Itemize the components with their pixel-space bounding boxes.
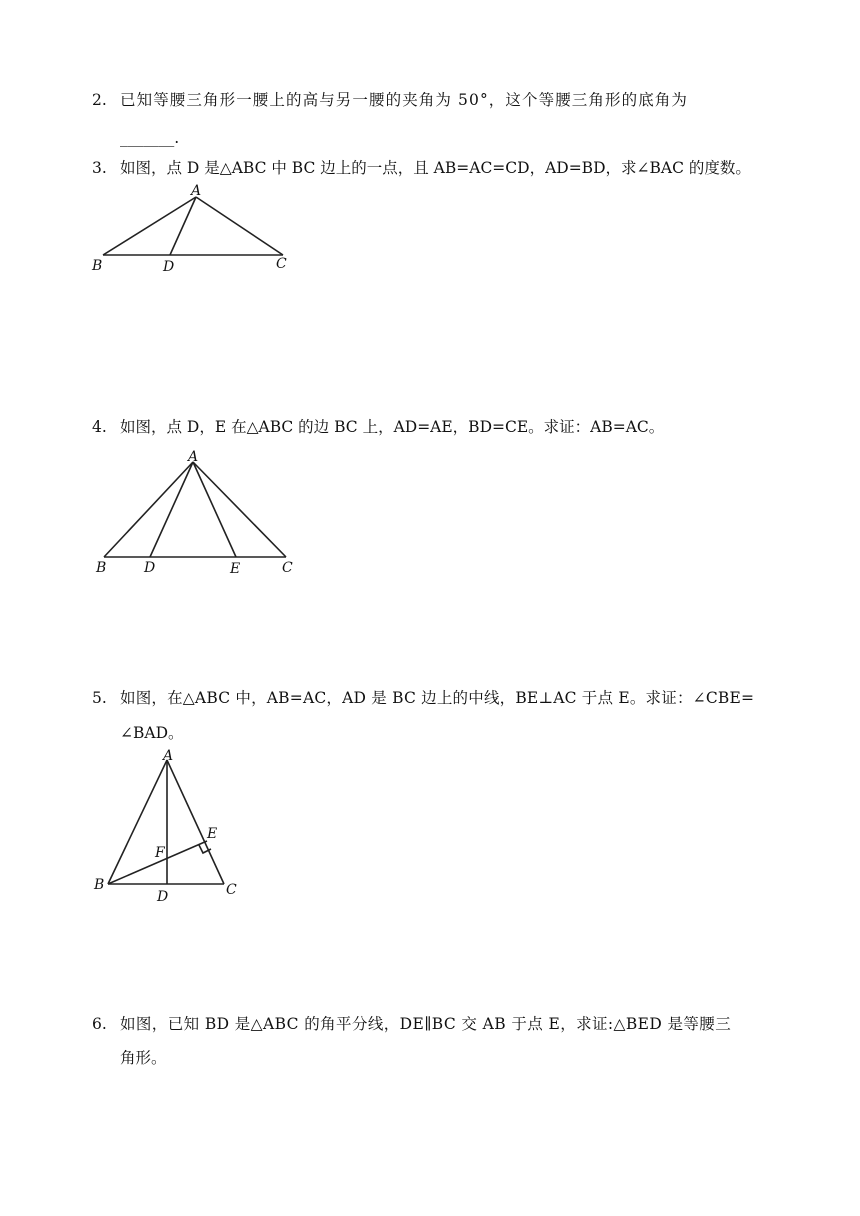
label-e: E (230, 561, 241, 577)
label-e: E (207, 826, 218, 842)
problem-5-text-line-2: ∠BAD。 (120, 724, 184, 742)
label-d: D (144, 560, 156, 576)
label-a: A (191, 183, 202, 199)
problem-6-number: 6. (92, 1015, 107, 1033)
label-c: C (276, 256, 287, 272)
problem-4-text-line-1: 如图，点 D，E 在△ABC 的边 BC 上，AD=AE，BD=CE。求证：AB=AC。 (120, 418, 665, 436)
problem-2-number: 2. (92, 91, 107, 109)
label-a: A (163, 748, 174, 764)
problem-5-number: 5. (92, 689, 107, 707)
label-c: C (282, 560, 293, 576)
problem-6-text-line-1: 如图，已知 BD 是△ABC 的角平分线，DE∥BC 交 AB 于点 E，求证:△BED 是等腰三 (120, 1015, 732, 1033)
label-a: A (188, 449, 199, 465)
label-c: C (226, 882, 237, 898)
problem-5-text-line-1: 如图，在△ABC 中，AB=AC，AD 是 BC 边上的中线，BE⊥AC 于点 E。求证：∠CBE= (120, 689, 755, 707)
problem-3-number: 3. (92, 159, 107, 177)
problem-4-number: 4. (92, 418, 107, 436)
segment-ac (167, 760, 224, 884)
label-b: B (96, 560, 107, 576)
label-f: F (155, 845, 165, 861)
segment-ab (108, 760, 167, 884)
problem-2-answer-blank: _______. (120, 129, 180, 147)
label-b: B (92, 258, 103, 274)
label-d: D (163, 259, 175, 275)
problem-6-text-line-2: 角形。 (120, 1049, 167, 1067)
problem-3-text-line-1: 如图，点 D 是△ABC 中 BC 边上的一点，且 AB=AC=CD，AD=BD，求∠BAC 的度数。 (120, 159, 751, 177)
problem-2-text-line-1: 已知等腰三角形一腰上的高与另一腰的夹角为 50°，这个等腰三角形的底角为 (120, 91, 689, 109)
label-d: D (157, 889, 169, 905)
label-b: B (94, 877, 105, 893)
